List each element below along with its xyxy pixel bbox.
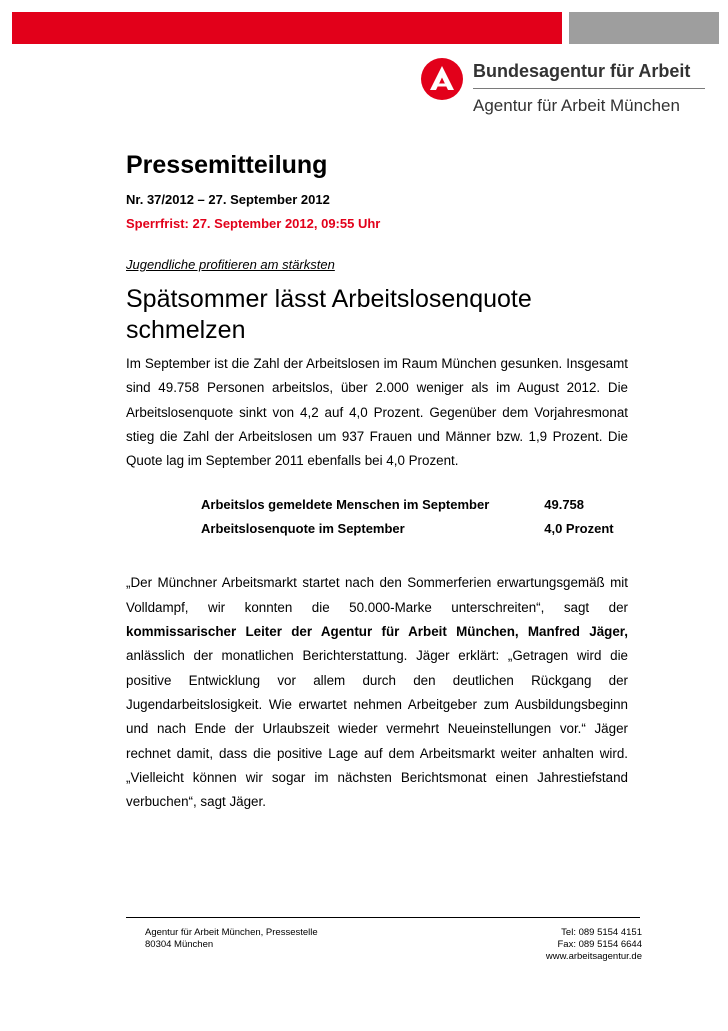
stats-row	[201, 497, 626, 521]
embargo-notice: Sperrfrist: 27. September 2012, 09:55 Uhr	[126, 216, 381, 231]
headline-line-2: schmelzen	[126, 316, 246, 344]
stats-table	[201, 497, 626, 545]
stats-value: 4,0 Prozent	[544, 521, 614, 537]
footer-divider	[126, 917, 640, 918]
header-red-bar	[12, 12, 562, 44]
footer-web-link[interactable]: www.arbeitsagentur.de	[545, 951, 642, 962]
header-gray-bar	[569, 12, 719, 44]
footer-fax: Fax: 089 5154 6644	[557, 939, 642, 950]
document-number: Nr. 37/2012 – 27. September 2012	[126, 192, 330, 207]
stats-row	[201, 521, 626, 545]
document-body	[126, 150, 628, 828]
brand-divider	[473, 88, 705, 89]
stats-label: Arbeitslosenquote im September	[201, 521, 405, 537]
paragraph-2-bold: kommissarischer Leiter der Agentur für Arbeit München, Manfred Jäger,	[126, 624, 628, 640]
document-title: Pressemitteilung	[126, 151, 328, 179]
subline: Jugendliche profitieren am stärksten	[126, 257, 335, 272]
headline	[126, 284, 628, 346]
brand-secondary: Agentur für Arbeit München	[473, 96, 680, 115]
ba-logo-icon	[421, 58, 463, 100]
headline-line-1: Spätsommer lässt Arbeitslosenquote	[126, 285, 532, 313]
brand-primary: Bundesagentur für Arbeit	[473, 61, 691, 81]
paragraph-1: Im September ist die Zahl der Arbeitslosen im Raum München gesunken. Insgesamt sind 49.758 Personen arbeitslos, über 2.000 weniger als im August 2012. Die Arbeitslosenquote sinkt von 4,2 auf 4,0 Prozent. Gegenüber dem Vorjahresmonat stieg die Zahl der Arbeitslosen um 937 Frauen und Männer bzw. 1,9 Prozent. Die Quote lag im September 2011 ebenfalls bei 4,0 Prozent.	[126, 356, 628, 469]
footer-org: Agentur für Arbeit München, Pressestelle	[145, 927, 318, 938]
paragraph-2-intro: „Der Münchner Arbeitsmarkt startet nach den Sommerferien erwartungsgemäß mit Volldampf, wir konnten die 50.000-Marke unterschreiten“, sagt der	[126, 575, 628, 615]
footer-city: 80304 München	[145, 939, 214, 950]
footer-contact	[546, 927, 642, 963]
footer-tel: Tel: 089 5154 4151	[561, 927, 642, 938]
stats-label: Arbeitslos gemeldete Menschen im September	[201, 497, 490, 513]
footer-address	[145, 927, 318, 951]
paragraph-2	[126, 571, 628, 814]
paragraph-2-rest: anlässlich der monatlichen Berichterstattung. Jäger erklärt: „Getragen wird die positive Entwicklung vor allem durch den deutlichen Rückgang der Jugendarbeitslosigkeit. Wie erwartet nehmen Arbeitgeber zum Ausbildungsbeginn und nach Ende der Urlaubszeit wieder vermehrt Neueinstellungen vor.“ Jäger rechnet damit, dass die positive Lage auf dem Arbeitsmarkt weiter anhalten wird. „Vielleicht können wir sogar im nächsten Berichtsmonat einen Jahrestiefstand verbuchen“, sagt Jäger.	[126, 648, 628, 810]
stats-value: 49.758	[544, 497, 585, 513]
